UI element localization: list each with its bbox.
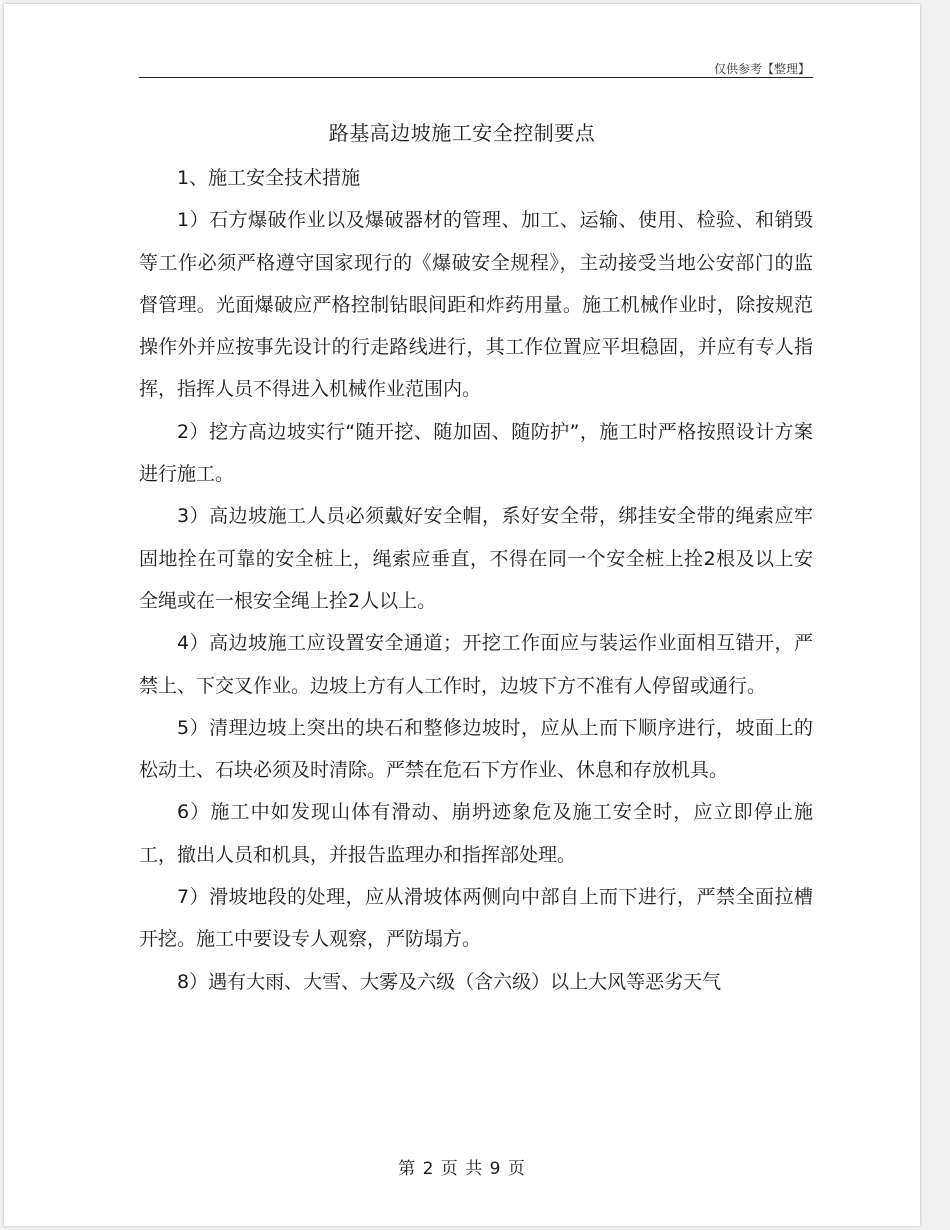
paragraph-1: 1）石方爆破作业以及爆破器材的管理、加工、运输、使用、检验、和销毁等工作必须严格遵守国家现行的《爆破安全规程》，主动接受当地公安部门的监督管理。光面爆破应严格控制钻眼间距和炸药用量。施工机械作业时，除按规范操作外并应按事先设计的行走路线进行，其工作位置应平坦稳固，并应有专人指挥，指挥人员不得进入机械作业范围内。 [139, 209, 813, 401]
section-heading: 1、施工安全技术措施 [177, 167, 361, 189]
header-note: 仅供参考【整理】 [713, 62, 810, 76]
paragraph-5: 5）清理边坡上突出的块石和整修边坡时，应从上而下顺序进行，坡面上的松动土、石块必须及时清除。严禁在危石下方作业、休息和存放机具。 [139, 716, 813, 782]
paragraph-3: 3）高边坡施工人员必须戴好安全帽，系好安全带，绑挂安全带的绳索应牢固地拴在可靠的安全桩上，绳索应垂直，不得在同一个安全桩上拴2根及以上安全绳或在一根安全绳上拴2人以上。 [139, 505, 813, 612]
paragraph-4: 4）高边坡施工应设置安全通道；开挖工作面应与装运作业面相互错开，严禁上、下交叉作业。边坡上方有人工作时，边坡下方不准有人停留或通行。 [139, 632, 813, 697]
document-page [4, 4, 920, 1226]
header-rule [139, 77, 813, 78]
paragraph-8: 8）遇有大雨、大雪、大雾及六级（含六级）以上大风等恶劣天气 [177, 970, 722, 993]
paragraph-7: 7）滑坡地段的处理，应从滑坡体两侧向中部自上而下进行，严禁全面拉槽开挖。施工中要设专人观察，严防塌方。 [139, 886, 813, 951]
page-number: 第 2 页 共 9 页 [398, 1159, 526, 1179]
document-title: 路基高边坡施工安全控制要点 [328, 121, 596, 145]
document-body [139, 157, 813, 1003]
paragraph-2: 2）挖方高边坡实行“随开挖、随加固、随防护”，施工时严格按照设计方案进行施工。 [139, 420, 813, 486]
paragraph-6: 6）施工中如发现山体有滑动、崩坍迹象危及施工安全时，应立即停止施工，撤出人员和机具，并报告监理办和指挥部处理。 [139, 801, 813, 866]
